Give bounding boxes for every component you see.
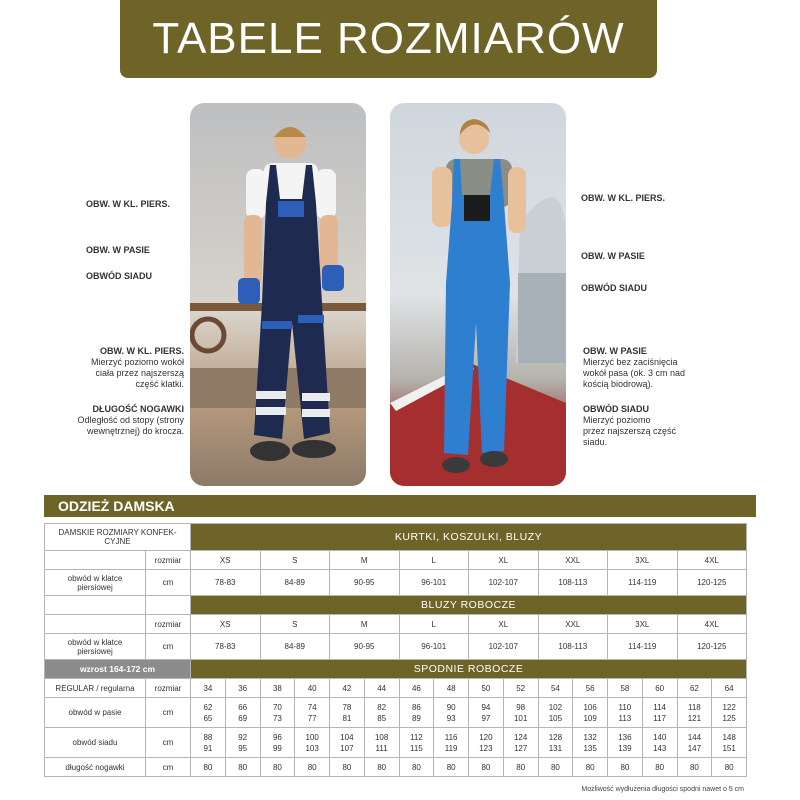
leg-length-value: 80 [434,758,469,777]
man-chest-label: OBW. W KL. PIERS. [86,199,171,209]
band-jackets: KURTKI, KOSZULKI, BLUZY [191,524,747,551]
height-label: wzrost 164-172 cm [45,660,191,679]
man-model-photo [190,103,366,486]
hip-value: 108 111 [364,728,399,758]
t3-size: 48 [434,679,469,698]
leg-length-value: 80 [225,758,260,777]
t3-size: 56 [573,679,608,698]
hip-value: 128 131 [538,728,573,758]
waist-value: 66 69 [225,698,260,728]
hip-value: 112 115 [399,728,434,758]
hip-value: 140 143 [642,728,677,758]
t1-value: 84-89 [260,570,330,596]
hip-value: 100 103 [295,728,330,758]
t1-chest-label: obwód w klatce piersiowej [45,570,146,596]
woman-waist-label: OBW. W PASIE [581,251,645,261]
hip-value: 104 107 [330,728,365,758]
t2-value: 102-107 [469,634,539,660]
t1-value: 120-125 [677,570,747,596]
waist-value: 78 81 [330,698,365,728]
t3-unit: cm [146,698,191,728]
t3-unit: cm [146,728,191,758]
t2-value: 120-125 [677,634,747,660]
man-waist-label: OBW. W PASIE [86,245,150,255]
t3-size: 58 [608,679,643,698]
womens-sizes-header: DAMSKIE ROZMIARY KONFEK- CYJNE [45,524,191,551]
waist-value: 90 93 [434,698,469,728]
waist-value: 114 117 [642,698,677,728]
leg-length-value: 80 [295,758,330,777]
t1-size-label: rozmiar [146,551,191,570]
t3-size: 46 [399,679,434,698]
t3-size: 38 [260,679,295,698]
leg-length-value: 80 [677,758,712,777]
t1-value: 108-113 [538,570,608,596]
woman-hip-label: OBWÓD SIADU [581,283,647,293]
man-leg-description: DŁUGOŚĆ NOGAWKI Odległość od stopy (strony wewnętrznej) do krocza. [77,404,184,436]
t2-value: 108-113 [538,634,608,660]
leg-length-value: 80 [538,758,573,777]
hip-value: 148 151 [712,728,747,758]
regular-label: REGULAR / regularna [45,679,146,698]
waist-value: 94 97 [469,698,504,728]
t3-size: 44 [364,679,399,698]
t3-size-label: rozmiar [146,679,191,698]
woman-hip-description: OBWÓD SIADU Mierzyć poziomo przez najszerszą część siadu. [583,404,677,447]
t2-size: S [260,615,330,634]
leg-length-value: 80 [469,758,504,777]
t1-value: 78-83 [191,570,261,596]
t1-size: S [260,551,330,570]
t1-size: 3XL [608,551,678,570]
t3-size: 42 [330,679,365,698]
section-title-bar: ODZIEŻ DAMSKA [44,495,756,517]
size-table [44,523,747,777]
t1-size: M [330,551,400,570]
leg-length-value: 80 [503,758,538,777]
t2-size: XXL [538,615,608,634]
page-title: TABELE ROZMIARÓW [120,0,657,78]
leg-length-value: 80 [191,758,226,777]
waist-value: 82 85 [364,698,399,728]
waist-label: obwód w pasie [45,698,146,728]
t2-size: 4XL [677,615,747,634]
waist-value: 86 89 [399,698,434,728]
waist-value: 98 101 [503,698,538,728]
t1-size: L [399,551,469,570]
t3-size: 36 [225,679,260,698]
hip-value: 144 147 [677,728,712,758]
hip-value: 132 135 [573,728,608,758]
leg-length-value: 80 [573,758,608,777]
waist-value: 110 113 [608,698,643,728]
t3-size: 64 [712,679,747,698]
t1-size: XXL [538,551,608,570]
t2-size: L [399,615,469,634]
t1-value: 114-119 [608,570,678,596]
t2-value: 96-101 [399,634,469,660]
t2-size: 3XL [608,615,678,634]
hip-value: 120 123 [469,728,504,758]
leg-length-value: 80 [399,758,434,777]
t3-unit: cm [146,758,191,777]
t3-size: 60 [642,679,677,698]
t2-chest-label: obwód w klatce piersiowej [45,634,146,660]
leg-length-value: 80 [642,758,677,777]
woman-model-photo [390,103,566,486]
hip-value: 96 99 [260,728,295,758]
t1-size: 4XL [677,551,747,570]
t3-size: 34 [191,679,226,698]
t1-size: XS [191,551,261,570]
t3-size: 50 [469,679,504,698]
band-work-trousers: SPODNIE ROBOCZE [191,660,747,679]
hip-value: 88 91 [191,728,226,758]
t2-value: 78-83 [191,634,261,660]
t1-unit: cm [146,570,191,596]
t3-size: 40 [295,679,330,698]
waist-value: 102 105 [538,698,573,728]
waist-value: 106 109 [573,698,608,728]
leg-length-value: 80 [330,758,365,777]
hip-value: 124 127 [503,728,538,758]
waist-value: 62 65 [191,698,226,728]
t2-value: 114-119 [608,634,678,660]
t2-size: XL [469,615,539,634]
man-hip-label: OBWÓD SIADU [86,271,152,281]
t3-size: 54 [538,679,573,698]
leg-length-value: 80 [608,758,643,777]
t2-value: 84-89 [260,634,330,660]
t2-size-label: rozmiar [146,615,191,634]
t1-value: 96-101 [399,570,469,596]
man-chest-description: OBW. W KL. PIERS. Mierzyć poziomo wokół ciała przez najszerszą część klatki. [90,346,184,389]
t2-size: XS [191,615,261,634]
hip-value: 136 139 [608,728,643,758]
t1-value: 102-107 [469,570,539,596]
man-figure [190,103,366,486]
hip-value: 116 119 [434,728,469,758]
t2-unit: cm [146,634,191,660]
waist-value: 122 125 [712,698,747,728]
band-work-sweatshirts: BLUZY ROBOCZE [191,596,747,615]
leg-length-label: długość nogawki [45,758,146,777]
waist-value: 118 121 [677,698,712,728]
t1-value: 90-95 [330,570,400,596]
hip-label: obwód siadu [45,728,146,758]
t2-value: 90-95 [330,634,400,660]
woman-waist-description: OBW. W PASIE Mierzyć bez zaciśnięcia wokół pasa (ok. 3 cm nad kością biodrową). [583,346,686,389]
t1-size: XL [469,551,539,570]
t2-size: M [330,615,400,634]
woman-figure [390,103,566,486]
woman-chest-label: OBW. W KL. PIERS. [581,193,666,203]
footnote: Możliwość wydłużenia długości spodni nawet o 5 cm [581,786,744,793]
t3-size: 62 [677,679,712,698]
t3-size: 52 [503,679,538,698]
leg-length-value: 80 [260,758,295,777]
waist-value: 74 77 [295,698,330,728]
leg-length-value: 80 [712,758,747,777]
hip-value: 92 95 [225,728,260,758]
leg-length-value: 80 [364,758,399,777]
waist-value: 70 73 [260,698,295,728]
